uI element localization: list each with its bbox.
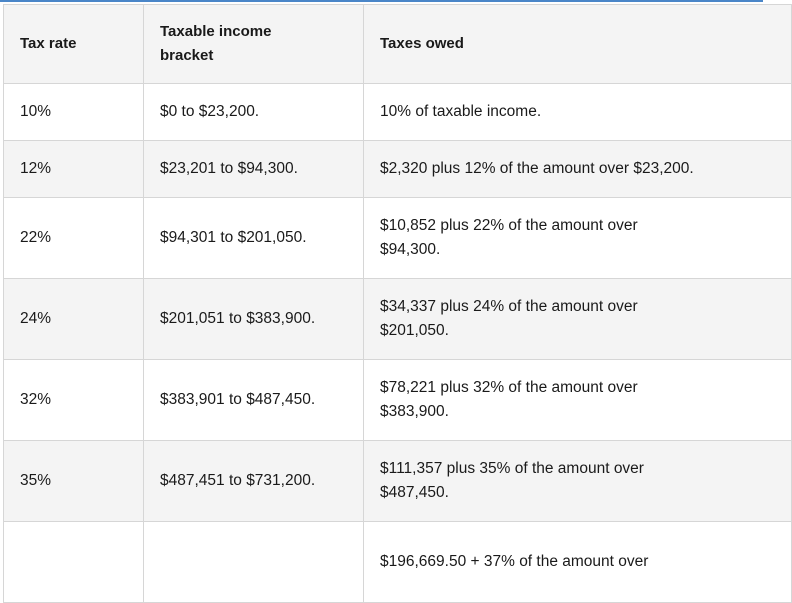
bracket-cell: $487,451 to $731,200.: [144, 441, 364, 522]
table-row: [4, 522, 792, 603]
table-row: [4, 84, 792, 141]
tax-rate-cell: 35%: [4, 441, 144, 522]
table-row: [4, 441, 792, 522]
tax-bracket-table: [3, 4, 792, 603]
header-tax-rate: Tax rate: [4, 5, 144, 84]
tax-rate-cell: [4, 522, 144, 603]
bracket-cell: $383,901 to $487,450.: [144, 360, 364, 441]
tax-rate-cell: 24%: [4, 279, 144, 360]
taxes-owed-cell: $78,221 plus 32% of the amount over $383,900.: [364, 360, 792, 441]
taxes-owed-cell: $34,337 plus 24% of the amount over $201,050.: [364, 279, 792, 360]
table-header-row: [4, 5, 792, 84]
taxes-owed-cell: $10,852 plus 22% of the amount over $94,300.: [364, 198, 792, 279]
bracket-cell: $23,201 to $94,300.: [144, 141, 364, 198]
table-row: [4, 279, 792, 360]
table-row: [4, 198, 792, 279]
taxes-owed-cell: 10% of taxable income.: [364, 84, 792, 141]
header-taxable-income-bracket: Taxable income bracket: [144, 5, 364, 84]
tax-rate-cell: 32%: [4, 360, 144, 441]
header-taxes-owed: Taxes owed: [364, 5, 792, 84]
table-row: [4, 141, 792, 198]
taxes-owed-cell: $2,320 plus 12% of the amount over $23,200.: [364, 141, 792, 198]
tax-rate-cell: 10%: [4, 84, 144, 141]
taxes-owed-cell: $111,357 plus 35% of the amount over $487,450.: [364, 441, 792, 522]
tax-rate-cell: 12%: [4, 141, 144, 198]
table-row: [4, 360, 792, 441]
tax-rate-cell: 22%: [4, 198, 144, 279]
taxes-owed-cell: $196,669.50 + 37% of the amount over: [364, 522, 792, 603]
bracket-cell: $94,301 to $201,050.: [144, 198, 364, 279]
bracket-cell: $201,051 to $383,900.: [144, 279, 364, 360]
bracket-cell: [144, 522, 364, 603]
bracket-cell: $0 to $23,200.: [144, 84, 364, 141]
